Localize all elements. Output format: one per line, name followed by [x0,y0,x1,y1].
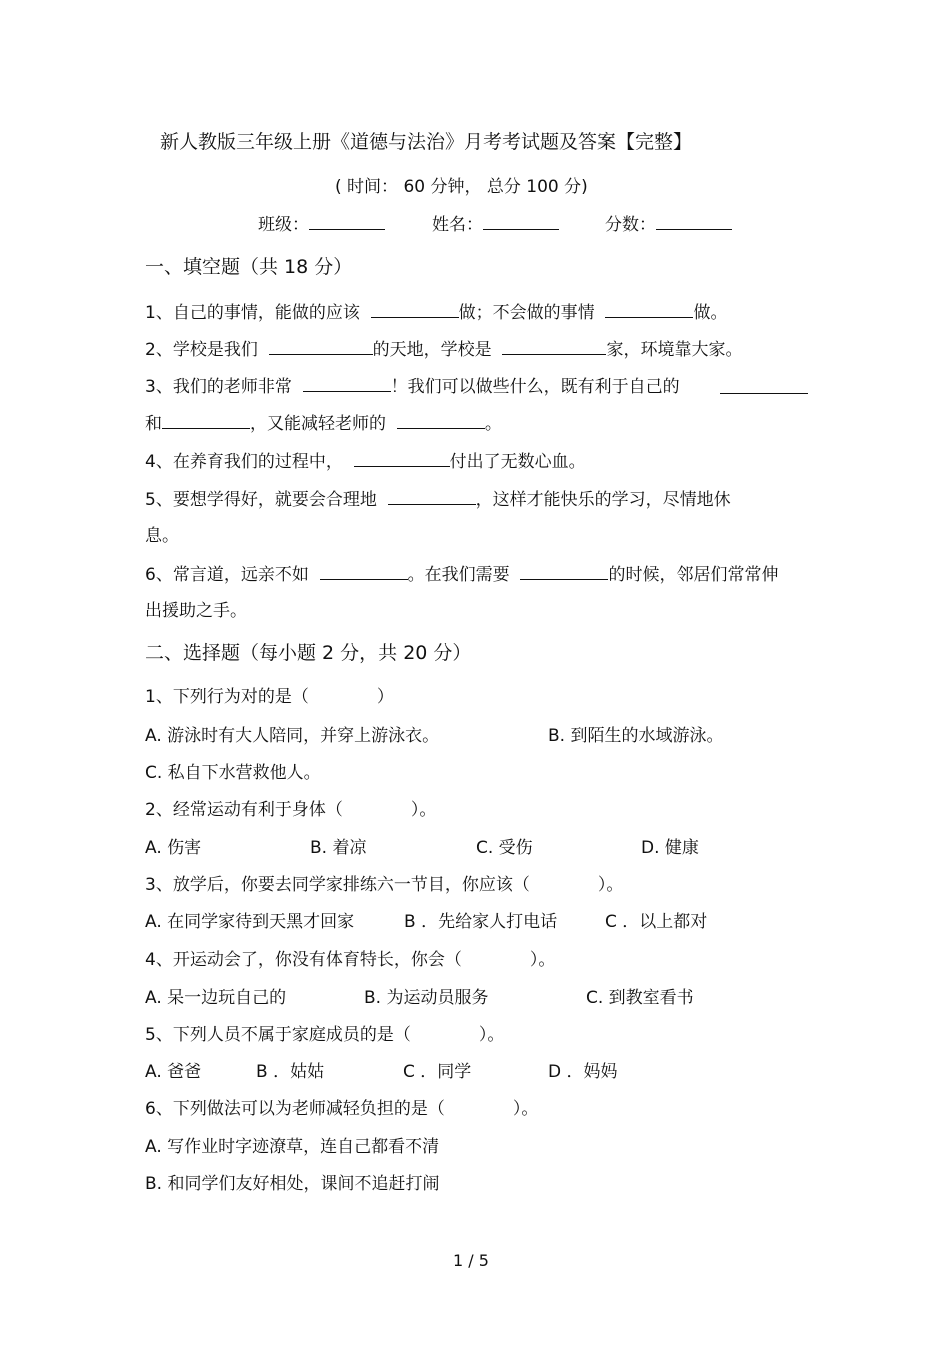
q1-text-b: 做；不会做的事情 [458,303,595,323]
q5-text-a: 5、要想学得好，就要会合理地 [145,490,377,510]
choice-question-1: 1、下列行为对的是（ ） [145,687,394,707]
q3-option-b[interactable]: B ．先给家人打电话 [404,912,558,932]
fill-question-6-line-2: 出援助之手。 [145,601,247,621]
q1-option-a[interactable]: A. 游泳时有大人陪同，并穿上游泳衣。 [145,726,440,746]
score-label: 分数： [605,215,656,235]
q2-option-c[interactable]: C. 受伤 [476,838,533,858]
document-title: 新人教版三年级上册《道德与法治》月考考试题及答案【完整】 [160,131,693,153]
page-number: 1 / 5 [453,1251,489,1270]
name-label: 姓名： [432,215,483,235]
q6-blank-1[interactable] [320,563,408,580]
q6-text-a: 6、常言道，远亲不如 [145,565,309,585]
choice-question-5: 5、下列人员不属于家庭成员的是（ ）。 [145,1025,505,1045]
q3-text-b: ！我们可以做些什么，既有利于自己的 [390,377,680,397]
choice-question-4: 4、开运动会了，你没有体育特长，你会（ ）。 [145,950,556,970]
score-field [605,213,732,236]
q2-blank-1[interactable] [269,338,373,355]
q3-text-c: 和 [145,414,162,434]
class-label: 班级： [258,215,309,235]
q2-option-d[interactable]: D. 健康 [641,838,699,858]
choice-question-3: 3、放学后，你要去同学家排练六一节目，你应该（ ）。 [145,875,624,895]
fill-question-3-line-1 [145,375,680,398]
q4-text-a: 4、在养育我们的过程中， [145,452,343,472]
q1-option-b[interactable]: B. 到陌生的水域游泳。 [548,726,724,746]
q3-option-a[interactable]: A. 在同学家待到天黑才回家 [145,912,355,932]
q5-option-b[interactable]: B ．姑姑 [256,1062,325,1082]
fill-question-1 [145,301,727,324]
q4-blank-1[interactable] [354,450,450,467]
q5-text-b: ，这样才能快乐的学习，尽情地休 [475,490,731,510]
fill-question-2 [145,338,742,361]
fill-question-3-line-2 [145,412,502,435]
q4-option-c[interactable]: C. 到教室看书 [586,988,694,1008]
q1-blank-1[interactable] [371,301,459,318]
q3-text-e: 。 [484,414,502,434]
q3-text-d: ，又能减轻老师的 [250,414,386,434]
choice-question-6: 6、下列做法可以为老师减轻负担的是（ ）。 [145,1099,539,1119]
q6-blank-2[interactable] [520,563,608,580]
score-blank[interactable] [656,213,732,230]
q5-option-d[interactable]: D ．妈妈 [548,1062,618,1082]
name-field [432,213,559,236]
fill-question-4 [145,450,586,473]
fill-question-5-line-1 [145,488,731,511]
q5-option-a[interactable]: A. 爸爸 [145,1062,202,1082]
q1-text-a: 1、自己的事情，能做的应该 [145,303,360,323]
q5-option-c[interactable]: C ．同学 [403,1062,472,1082]
fill-question-6-line-1 [145,563,778,586]
q3-text-a: 3、我们的老师非常 [145,377,292,397]
name-blank[interactable] [483,213,559,230]
q5-blank-1[interactable] [388,488,476,505]
q1-blank-2[interactable] [605,301,693,318]
q1-option-c[interactable]: C. 私自下水营救他人。 [145,763,321,783]
q2-blank-2[interactable] [502,338,606,355]
q3-blank-3[interactable] [162,412,250,429]
q6-option-b[interactable]: B. 和同学们友好相处，课间不追赶打闹 [145,1174,440,1194]
q3-blank-2[interactable] [720,377,808,394]
section1-heading: 一、填空题（共 18 分） [145,256,353,278]
q3-option-c[interactable]: C ．以上都对 [605,912,708,932]
q4-option-b[interactable]: B. 为运动员服务 [364,988,489,1008]
q3-blank-4[interactable] [397,412,485,429]
q2-text-b: 的天地，学校是 [372,340,492,360]
q6-option-a[interactable]: A. 写作业时字迹潦草，连自己都看不清 [145,1137,440,1157]
q4-option-a[interactable]: A. 呆一边玩自己的 [145,988,287,1008]
q2-option-b[interactable]: B. 着凉 [310,838,367,858]
exam-meta: ( 时间： 60 分钟， 总分 100 分) [335,177,588,197]
q2-text-c: 家，环境靠大家。 [606,340,743,360]
q4-text-b: 付出了无数心血。 [449,452,586,472]
q1-text-c: 做。 [693,303,728,323]
class-blank[interactable] [309,213,385,230]
q2-option-a[interactable]: A. 伤害 [145,838,202,858]
q2-text-a: 2、学校是我们 [145,340,258,360]
class-field [258,213,385,236]
q6-text-b: 。在我们需要 [407,565,510,585]
fill-question-5-line-2: 息。 [145,526,179,546]
q6-text-c: 的时候，邻居们常常伸 [608,565,779,585]
section2-heading: 二、选择题（每小题 2 分，共 20 分） [145,642,472,664]
choice-question-2: 2、经常运动有利于身体（ ）。 [145,800,437,820]
q3-blank-1[interactable] [303,375,391,392]
